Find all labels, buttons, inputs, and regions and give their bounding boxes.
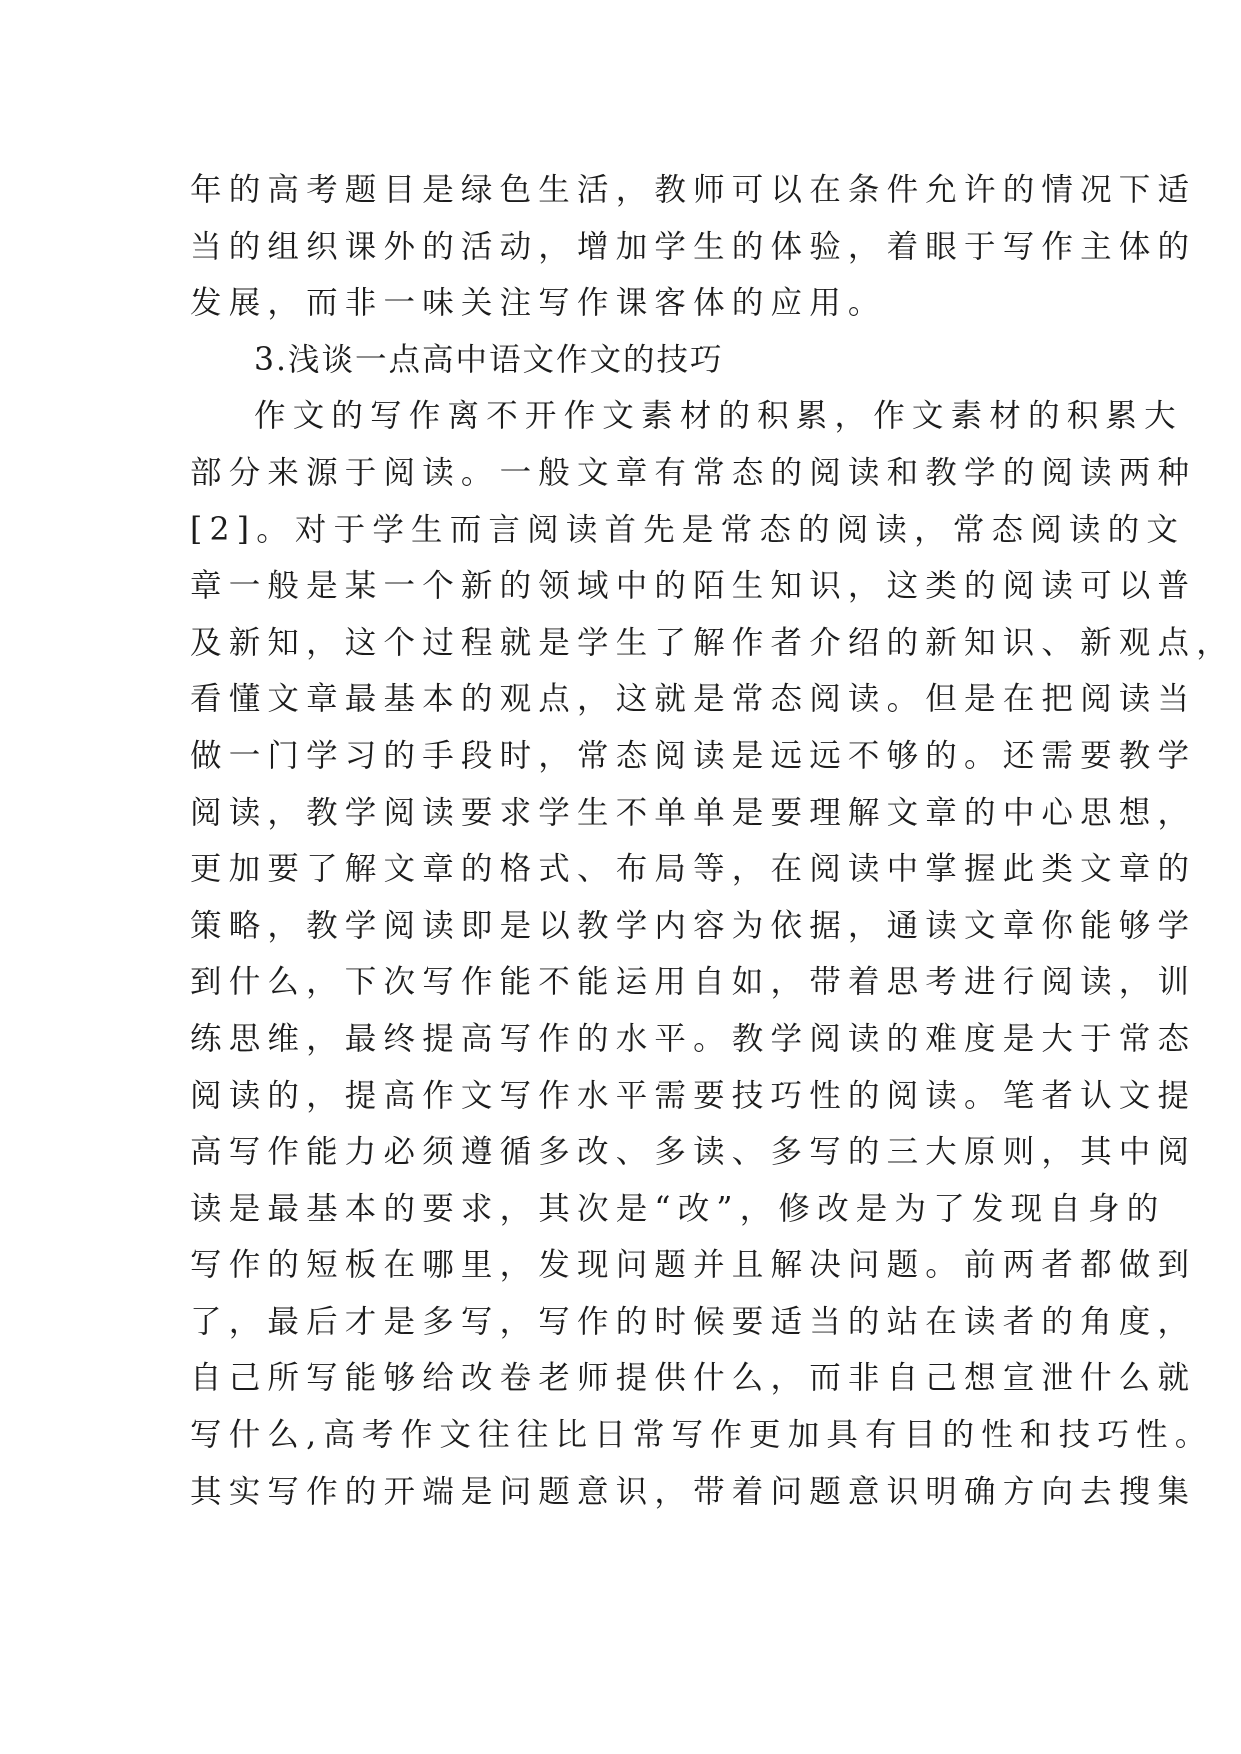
text-line: 策略，教学阅读即是以教学内容为依据，通读文章你能够学 <box>190 907 1197 944</box>
section-heading: 3.浅谈一点高中语文作文的技巧 <box>254 341 724 378</box>
text-line: 及新知，这个过程就是学生了解作者介绍的新知识、新观点， <box>190 624 1235 661</box>
paragraph-first-line: 作文的写作离不开作文素材的积累，作文素材的积累大 <box>254 398 1183 435</box>
text-line: 当的组织课外的活动，增加学生的体验，着眼于写作主体的 <box>190 228 1197 265</box>
body-text <box>190 162 1235 1520</box>
text-line: 章一般是某一个新的领域中的陌生知识，这类的阅读可以普 <box>190 568 1197 605</box>
text-line: 部分来源于阅读。一般文章有常态的阅读和教学的阅读两种 <box>190 454 1197 491</box>
text-line: 发展，而非一味关注写作课客体的应用。 <box>190 285 887 322</box>
text-line: 看懂文章最基本的观点，这就是常态阅读。但是在把阅读当 <box>190 681 1197 718</box>
text-line: 写作的短板在哪里，发现问题并且解决问题。前两者都做到 <box>190 1247 1197 1284</box>
text-line: 阅读的，提高作文写作水平需要技巧性的阅读。笔者认文提 <box>190 1077 1197 1114</box>
text-line: 更加要了解文章的格式、布局等，在阅读中掌握此类文章的 <box>190 851 1197 888</box>
text-line: 练思维，最终提高写作的水平。教学阅读的难度是大于常态 <box>190 1020 1197 1057</box>
text-line: 做一门学习的手段时，常态阅读是远远不够的。还需要教学 <box>190 737 1197 774</box>
text-line: 其实写作的开端是问题意识，带着问题意识明确方向去搜集 <box>190 1473 1197 1510</box>
text-line: [2]。对于学生而言阅读首先是常态的阅读，常态阅读的文 <box>190 511 1186 548</box>
text-line: 写什么,高考作文往往比日常写作更加具有目的性和技巧性。 <box>190 1417 1214 1454</box>
text-line: 高写作能力必须遵循多改、多读、多写的三大原则，其中阅 <box>190 1134 1197 1171</box>
text-line: 读是最基本的要求，其次是“改”，修改是为了发现自身的 <box>190 1190 1166 1227</box>
text-line: 自己所写能够给改卷老师提供什么，而非自己想宣泄什么就 <box>190 1360 1197 1397</box>
text-line: 了，最后才是多写，写作的时候要适当的站在读者的角度， <box>190 1303 1197 1340</box>
text-line: 阅读，教学阅读要求学生不单单是要理解文章的中心思想， <box>190 794 1197 831</box>
text-line: 到什么，下次写作能不能运用自如，带着思考进行阅读，训 <box>190 964 1197 1001</box>
text-line: 年的高考题目是绿色生活，教师可以在条件允许的情况下适 <box>190 172 1197 208</box>
